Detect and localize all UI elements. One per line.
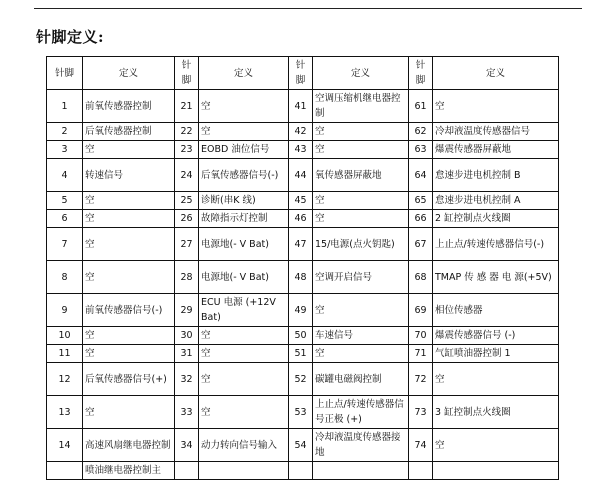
pin-number-cell: 23 [175,141,199,159]
definition-column-header: 定义 [313,57,409,90]
pin-definition-cell: 冷却液温度传感器接地 [313,429,409,462]
pin-definition-cell: 前氧传感器控制 [83,90,175,123]
pin-number-cell: 67 [409,228,433,261]
table-row [47,210,559,228]
pin-number-cell: 31 [175,345,199,363]
pin-number-cell: 6 [47,210,83,228]
table-body [47,90,559,480]
pin-definition-cell: 氧传感器屏蔽地 [313,159,409,192]
pin-definition-cell: 爆震传感器信号 (-) [433,327,559,345]
table-row [47,159,559,192]
table-row [47,294,559,327]
pin-definition-cell: 上止点/转速传感器信号正极 (+) [313,396,409,429]
pin-number-cell: 5 [47,192,83,210]
pin-number-cell: 63 [409,141,433,159]
pin-number-cell: 51 [289,345,313,363]
pin-number-cell: 29 [175,294,199,327]
pin-number-cell: 2 [47,123,83,141]
pin-definition-cell: 喷油继电器控制主 [83,462,175,480]
definition-column-header: 定义 [433,57,559,90]
pin-definition-cell: 空 [83,327,175,345]
pin-number-cell: 65 [409,192,433,210]
pin-column-header: 针 脚 [175,57,199,90]
pin-definition-cell: 后氧传感器控制 [83,123,175,141]
pin-number-cell: 54 [289,429,313,462]
pin-number-cell: 34 [175,429,199,462]
pin-number-cell: 13 [47,396,83,429]
pin-number-cell: 73 [409,396,433,429]
top-rule [34,8,582,9]
pin-number-cell: 72 [409,363,433,396]
table-row [47,345,559,363]
pin-number-cell: 70 [409,327,433,345]
pin-number-cell: 66 [409,210,433,228]
table-row [47,363,559,396]
pin-number-cell: 3 [47,141,83,159]
pin-definition-cell: 空 [313,210,409,228]
pin-number-cell: 64 [409,159,433,192]
pin-definition-cell: 碳罐电磁阀控制 [313,363,409,396]
pin-number-cell: 22 [175,123,199,141]
pin-definition-cell: 2 缸控制点火线圈 [433,210,559,228]
pin-number-cell: 68 [409,261,433,294]
pin-number-cell: 50 [289,327,313,345]
pin-definition-cell: 冷却液温度传感器信号 [433,123,559,141]
pin-number-cell: 32 [175,363,199,396]
pin-number-cell: 43 [289,141,313,159]
pin-definition-cell: 车速信号 [313,327,409,345]
pin-definition-cell: 故障指示灯控制 [199,210,289,228]
pin-definition-cell: 空 [313,345,409,363]
pin-definition-cell: 空 [199,396,289,429]
pin-definition-cell: 电源地(- V Bat) [199,228,289,261]
pin-definition-cell: 空 [199,90,289,123]
pin-definition-cell: 相位传感器 [433,294,559,327]
pin-column-header: 针 脚 [289,57,313,90]
pin-definition-cell: 空 [313,192,409,210]
pin-definition-cell: 空调压缩机继电器控制 [313,90,409,123]
pin-definition-cell: 空 [313,294,409,327]
pin-number-cell: 25 [175,192,199,210]
pin-number-cell: 4 [47,159,83,192]
definition-column-header: 定义 [199,57,289,90]
pin-definition-cell: 后氧传感器信号(+) [83,363,175,396]
pin-definition-cell: 怠速步进电机控制 A [433,192,559,210]
pin-definition-cell: 空 [313,141,409,159]
pin-number-cell: 71 [409,345,433,363]
table-row [47,90,559,123]
pin-definition-cell: 空 [433,90,559,123]
pin-definition-cell: 诊断(串K 线) [199,192,289,210]
pin-definition-cell: 空 [83,396,175,429]
pin-number-cell: 41 [289,90,313,123]
pin-definition-cell: 怠速步进电机控制 B [433,159,559,192]
pin-number-cell: 49 [289,294,313,327]
table-row [47,327,559,345]
pin-definition-cell: 空调开启信号 [313,261,409,294]
section-heading: 针脚定义: [36,28,105,46]
pin-definition-cell: 空 [83,345,175,363]
pin-number-cell: 69 [409,294,433,327]
pin-number-cell: 27 [175,228,199,261]
pin-definition-cell: 3 缸控制点火线圈 [433,396,559,429]
definition-column-header: 定义 [83,57,175,90]
pin-number-cell: 44 [289,159,313,192]
pin-number-cell: 61 [409,90,433,123]
pin-number-cell: 21 [175,90,199,123]
pin-definition-cell: 空 [83,261,175,294]
pin-number-cell: 1 [47,90,83,123]
pin-definition-cell: 电源地(- V Bat) [199,261,289,294]
pin-definition-cell: 空 [83,141,175,159]
pin-definition-cell: EOBD 油位信号 [199,141,289,159]
table-row [47,429,559,462]
pin-number-cell: 10 [47,327,83,345]
pin-number-cell: 12 [47,363,83,396]
table-row [47,228,559,261]
table-row [47,261,559,294]
pin-number-cell: 8 [47,261,83,294]
pin-definition-cell: 空 [433,429,559,462]
pin-definition-cell: ECU 电源 (+12V Bat) [199,294,289,327]
pin-definition-cell: 空 [83,228,175,261]
pin-number-cell: 42 [289,123,313,141]
pin-number-cell: 62 [409,123,433,141]
pin-definition-cell: 空 [199,327,289,345]
pin-definition-cell: 空 [83,192,175,210]
pin-number-cell: 9 [47,294,83,327]
pin-number-cell: 48 [289,261,313,294]
table-row [47,141,559,159]
pin-definition-cell: 后氧传感器信号(-) [199,159,289,192]
pin-definition-cell: 前氧传感器信号(-) [83,294,175,327]
pin-definition-cell: 动力转向信号输入 [199,429,289,462]
pin-definition-cell: 空 [433,363,559,396]
pin-number-cell: 53 [289,396,313,429]
pin-definition-cell: 空 [313,123,409,141]
pin-number-cell: 47 [289,228,313,261]
pin-number-cell: 52 [289,363,313,396]
pin-column-header: 针 脚 [409,57,433,90]
pin-definition-cell: TMAP 传 感 器 电 源(+5V) [433,261,559,294]
pin-column-header: 针脚 [47,57,83,90]
pin-definition-cell: 空 [83,210,175,228]
pin-number-cell: 74 [409,429,433,462]
pin-definition-table [46,56,559,480]
table-row [47,192,559,210]
pin-definition-cell: 高速风扇继电器控制 [83,429,175,462]
table-header-row [47,57,559,90]
table-row [47,123,559,141]
pin-number-cell: 30 [175,327,199,345]
pin-number-cell: 11 [47,345,83,363]
pin-definition-cell: 空 [199,363,289,396]
pin-definition-cell: 空 [199,123,289,141]
pin-number-cell: 24 [175,159,199,192]
pin-number-cell: 33 [175,396,199,429]
pin-number-cell: 45 [289,192,313,210]
pin-number-cell: 46 [289,210,313,228]
pin-definition-cell: 空 [199,345,289,363]
pin-number-cell: 7 [47,228,83,261]
pin-definition-cell: 15/电源(点火钥匙) [313,228,409,261]
table-row [47,396,559,429]
pin-definition-cell: 爆震传感器屏蔽地 [433,141,559,159]
pin-definition-cell: 转速信号 [83,159,175,192]
pin-number-cell: 28 [175,261,199,294]
pin-number-cell: 14 [47,429,83,462]
pin-number-cell: 26 [175,210,199,228]
pin-definition-cell: 气缸喷油器控制 1 [433,345,559,363]
pin-definition-cell: 上止点/转速传感器信号(-) [433,228,559,261]
